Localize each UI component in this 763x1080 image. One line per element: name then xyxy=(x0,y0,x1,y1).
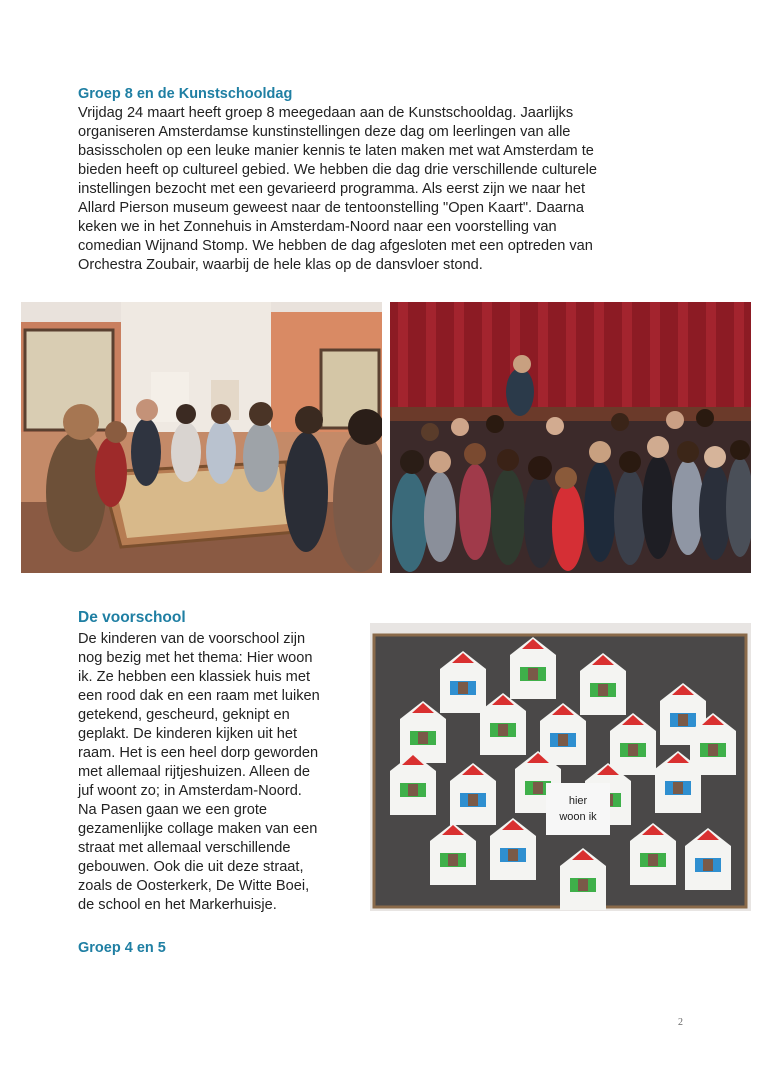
text-line: geplakt. De kinderen kijken uit het xyxy=(78,726,298,742)
text-line: instellingen bezocht met een gevarieerd programma. Als eerst zijn we naar het xyxy=(78,181,585,197)
text-line: Na Pasen gaan we een grote xyxy=(78,802,268,818)
text-line: basisscholen op een leuke manier kennis te laten maken met wat Amsterdam te xyxy=(78,143,594,159)
text-line: een rood dak en een raam met luiken xyxy=(78,688,320,704)
text-line: Allard Pierson museum geweest naar de tentoonstelling "Open Kaart". Daarna xyxy=(78,200,585,216)
section-heading-groep45: Groep 4 en 5 xyxy=(78,940,166,956)
dance-photo xyxy=(390,302,751,573)
text-line: keken we in het Zonnehuis in Amsterdam-Noord naar een voorstelling van xyxy=(78,219,557,235)
text-line: ik. Ze hebben een klassiek huis met xyxy=(78,669,311,685)
text-line: getekend, gescheurd, geknipt en xyxy=(78,707,290,723)
text-line: gebouwen. Ook die uit deze straat, xyxy=(78,859,304,875)
museum-photo-illustration xyxy=(21,302,382,573)
houses-board-illustration xyxy=(370,623,751,911)
text-line: comedian Wijnand Stomp. We hebben de dag afgesloten met een optreden van xyxy=(78,238,593,254)
text-line: met allemaal rijtjeshuizen. Alleen de xyxy=(78,764,311,780)
board-sign-line-1: hier xyxy=(568,795,588,807)
text-line: gezamenlijke collage maken van een xyxy=(78,821,318,837)
text-line: Orchestra Zoubair, waarbij de hele klas op de dansvloer stond. xyxy=(78,257,483,273)
text-line: bieden heeft op cultureel gebied. We hebben die dag drie verschillende culturele xyxy=(78,162,597,178)
text-line: De kinderen van de voorschool zijn xyxy=(78,631,306,647)
text-line: raam. Het is een heel dorp geworden xyxy=(78,745,319,761)
section-heading-voorschool: De voorschool xyxy=(78,609,186,626)
text-line: de school en het Markerhuisje. xyxy=(78,897,277,913)
section-body-voorschool xyxy=(78,630,363,915)
section-heading-groep8: Groep 8 en de Kunstschooldag xyxy=(78,86,293,102)
dance-photo-illustration xyxy=(390,302,751,573)
text-line: nog bezig met het thema: Hier woon xyxy=(78,650,313,666)
text-line: zoals de Oosterkerk, De Witte Boei, xyxy=(78,878,310,894)
text-line: juf woont zo; in Amsterdam-Noord. xyxy=(78,783,302,799)
text-line: Vrijdag 24 maart heeft groep 8 meegedaan aan de Kunstschooldag. Jaarlijks xyxy=(78,105,574,121)
board-sign-line-2: woon ik xyxy=(559,811,597,823)
houses-board-photo xyxy=(370,623,751,911)
text-line: organiseren Amsterdamse kunstinstellingen deze dag om leerlingen van alle xyxy=(78,124,571,140)
section-body-groep8 xyxy=(78,104,698,275)
page-number: 2 xyxy=(678,1017,683,1028)
museum-photo xyxy=(21,302,382,573)
text-line: straat met allemaal verschillende xyxy=(78,840,291,856)
